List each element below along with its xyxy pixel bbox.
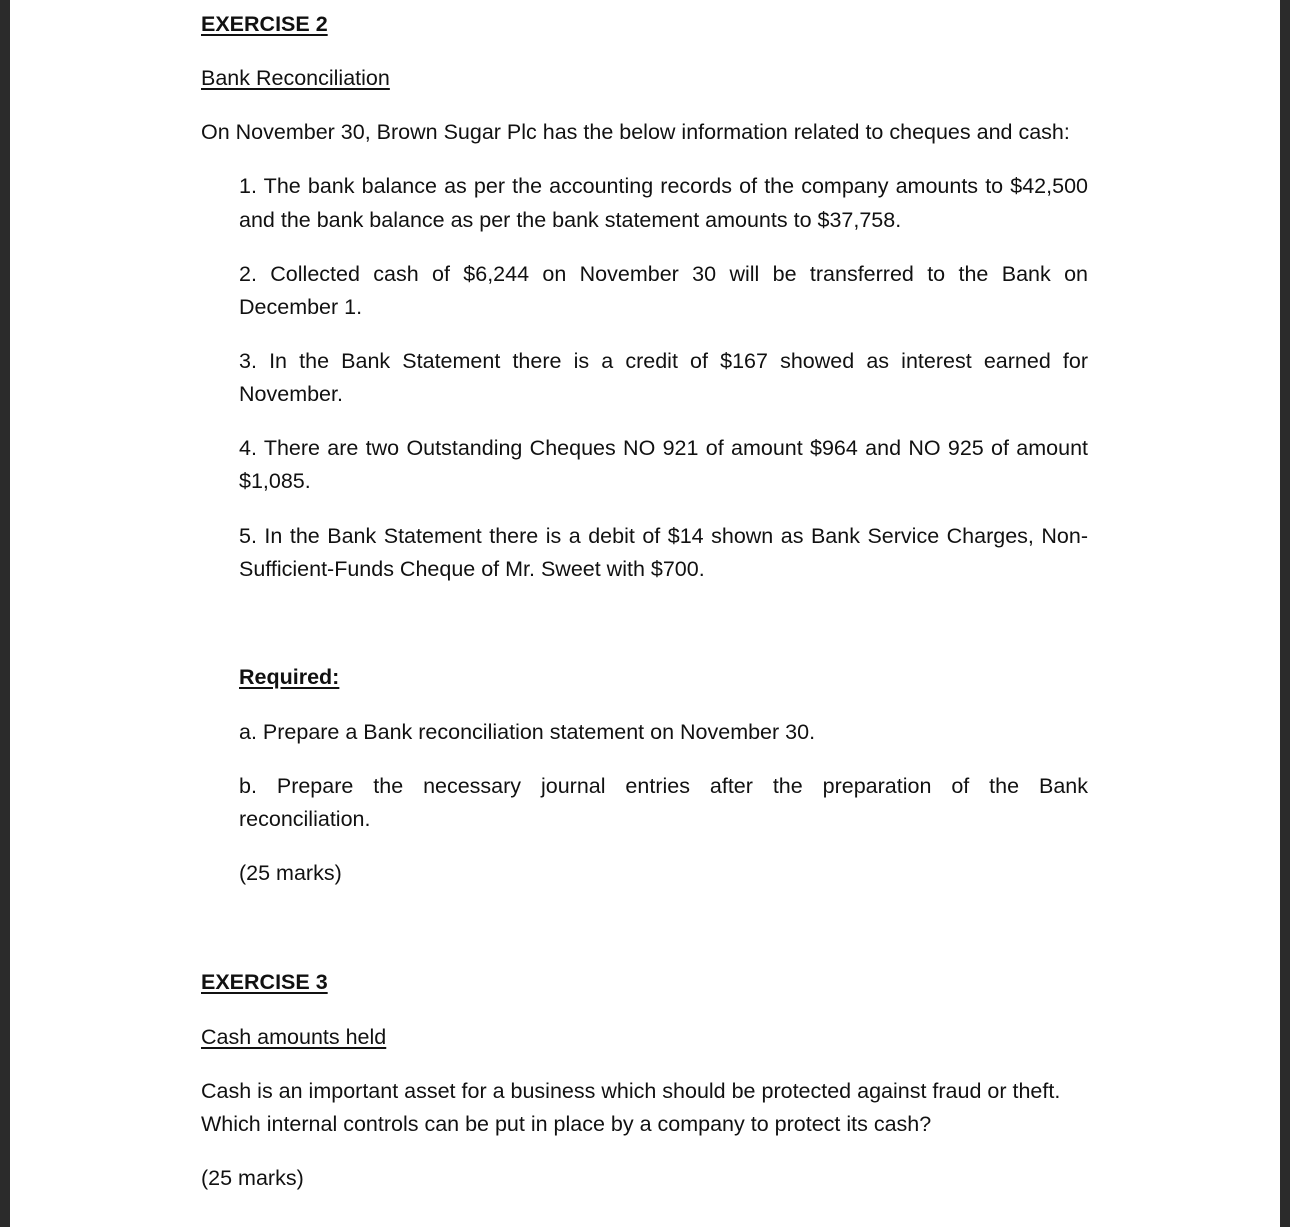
required-item-b-line-1: b. Prepare the necessary journal entries after the preparation of the Bank — [239, 774, 1088, 798]
list-item-5-line-2: Sufficient-Funds Cheque of Mr. Sweet with $700. — [239, 557, 705, 581]
window-frame-left — [0, 0, 10, 1227]
exercise-3-title: EXERCISE 3 — [201, 970, 328, 994]
document-page — [10, 0, 1280, 1227]
list-item-2-line-1: 2. Collected cash of $6,244 on November 30 will be transferred to the Bank on — [239, 262, 1088, 286]
list-item-3-line-2: November. — [239, 382, 343, 406]
list-item-5-line-1: 5. In the Bank Statement there is a debit of $14 shown as Bank Service Charges, Non- — [239, 524, 1088, 548]
exercise-2-intro: On November 30, Brown Sugar Plc has the below information related to cheques and cash: — [201, 120, 1070, 144]
exercise-2-subtitle: Bank Reconciliation — [201, 66, 390, 90]
required-label: Required: — [239, 665, 340, 689]
exercise-2-marks: (25 marks) — [239, 861, 342, 885]
list-item-4-line-1: 4. There are two Outstanding Cheques NO 921 of amount $964 and NO 925 of amount — [239, 436, 1088, 460]
list-item-3-line-1: 3. In the Bank Statement there is a credit of $167 showed as interest earned for — [239, 349, 1088, 373]
exercise-3-body-line-2: Which internal controls can be put in place by a company to protect its cash? — [201, 1112, 932, 1136]
required-item-a: a. Prepare a Bank reconciliation statement on November 30. — [239, 720, 816, 744]
exercise-2-title: EXERCISE 2 — [201, 12, 328, 36]
list-item-4-line-2: $1,085. — [239, 469, 311, 493]
required-item-b-line-2: reconciliation. — [239, 807, 371, 831]
exercise-3-subtitle: Cash amounts held — [201, 1025, 387, 1049]
list-item-1-line-2: and the bank balance as per the bank statement amounts to $37,758. — [239, 208, 902, 232]
exercise-3-body-line-1: Cash is an important asset for a business which should be protected against fraud or theft. — [201, 1079, 1061, 1103]
list-item-1-line-1: 1. The bank balance as per the accounting records of the company amounts to $42,500 — [239, 174, 1088, 198]
window-frame-right — [1280, 0, 1290, 1227]
list-item-2-line-2: December 1. — [239, 295, 363, 319]
exercise-3-marks: (25 marks) — [201, 1166, 304, 1190]
